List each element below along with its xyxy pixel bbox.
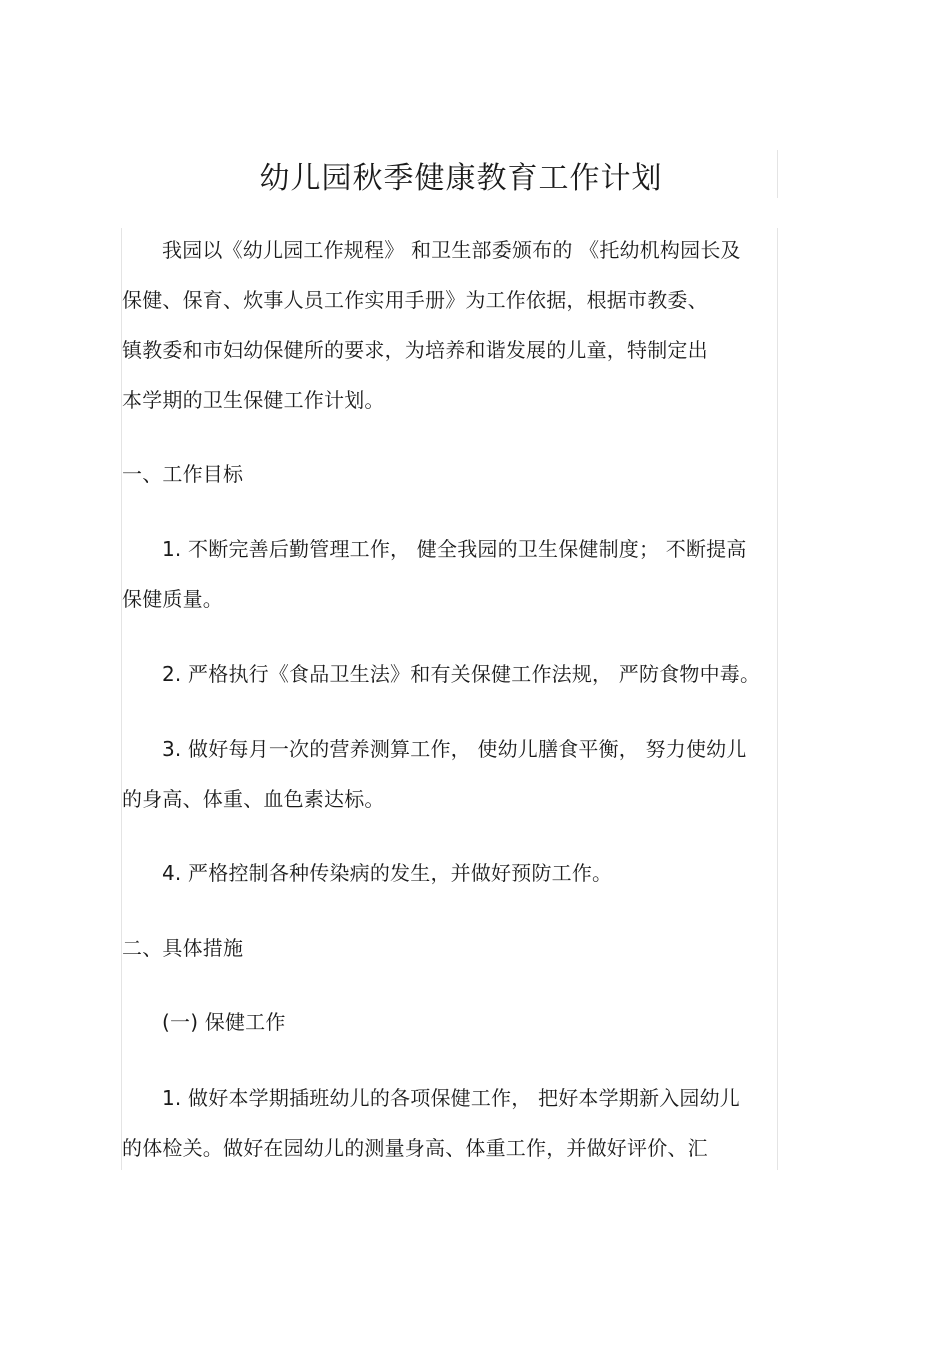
intro-line-2: 保健、保育、炊事人员工作实用手册》为工作依据，根据市教委、: [122, 288, 708, 312]
goal-3-line-2: 的身高、体重、血色素达标。: [122, 787, 385, 811]
goal-1-line-2: 保健质量。: [122, 587, 223, 611]
intro-line-3: 镇教委和市妇幼保健所的要求，为培养和谐发展的儿童，特制定出: [122, 338, 708, 362]
goal-3-line-1: 3. 做好每月一次的营养测算工作， 使幼儿膳食平衡， 努力使幼儿: [162, 737, 747, 761]
section-heading-goals: 一、工作目标: [122, 462, 244, 486]
intro-line-1: 我园以《幼儿园工作规程》 和卫生部委颁布的 《托幼机构园长及: [162, 238, 741, 262]
goal-1-line-1: 1. 不断完善后勤管理工作， 健全我园的卫生保健制度； 不断提高: [162, 537, 747, 561]
section-heading-measures: 二、具体措施: [122, 936, 244, 960]
goal-2-line-1: 2. 严格执行《食品卫生法》和有关保健工作法规， 严防食物中毒。: [162, 662, 761, 686]
vertical-rule-left: [121, 228, 122, 1170]
page-title: 幼儿园秋季健康教育工作计划: [259, 161, 663, 196]
subsection-heading-health: (一) 保健工作: [162, 1010, 286, 1034]
measure-1-line-2: 的体检关。做好在园幼儿的测量身高、体重工作，并做好评价、汇: [122, 1136, 708, 1160]
goal-4-line-1: 4. 严格控制各种传染病的发生，并做好预防工作。: [162, 861, 613, 885]
intro-line-4: 本学期的卫生保健工作计划。: [122, 388, 385, 412]
vertical-rule-right: [777, 228, 778, 1170]
measure-1-line-1: 1. 做好本学期插班幼儿的各项保健工作， 把好本学期新入园幼儿: [162, 1086, 740, 1110]
